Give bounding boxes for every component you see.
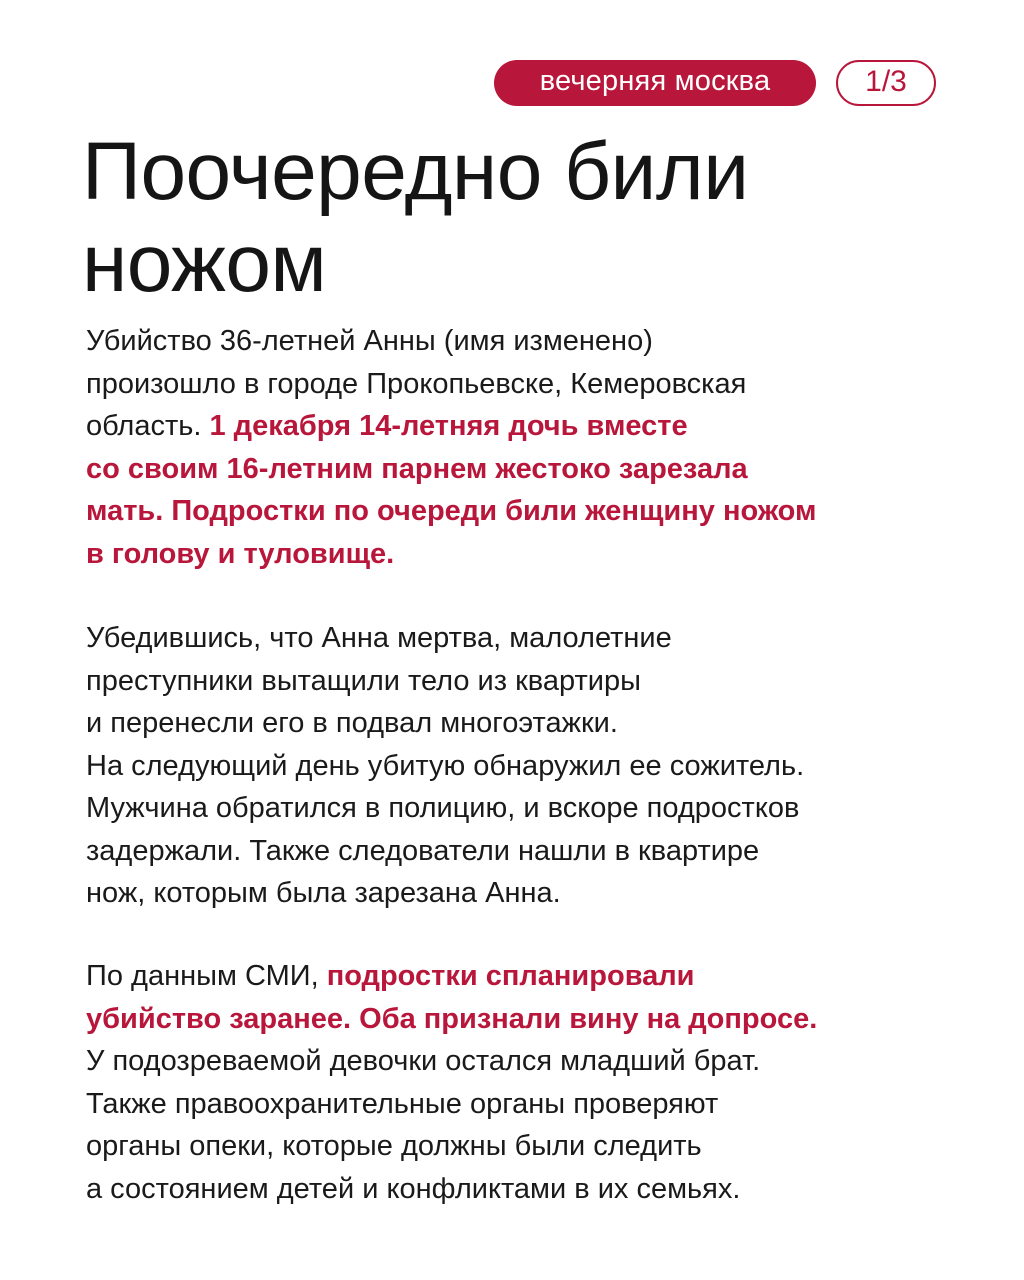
paragraph-1-highlight: 1 декабря 14-летняя дочь вместе	[209, 410, 688, 442]
brand-label: вечерняя москва	[539, 65, 771, 97]
headline	[82, 126, 962, 310]
paragraph-2-line: На следующий день убитую обнаружил ее сожитель.	[86, 749, 805, 782]
paragraph-3-lead: По данным СМИ,	[86, 960, 327, 992]
paragraph-3-highlight: убийство заранее. Оба признали вину на допросе.	[86, 1002, 818, 1035]
headline-line-1: Поочередно били	[82, 126, 749, 217]
paragraph-2-line: преступники вытащили тело из квартиры	[86, 664, 641, 697]
paragraph-2-line: задержали. Также следователи нашли в квартире	[86, 834, 760, 867]
paragraph-2	[86, 617, 966, 915]
paragraph-2-line: Убедившись, что Анна мертва, малолетние	[86, 622, 672, 654]
paragraph-2-line: Мужчина обратился в полицию, и вскоре подростков	[86, 792, 800, 824]
paragraph-3-line: а состоянием детей и конфликтами в их семьях.	[86, 1172, 741, 1205]
paragraph-1-line: область.	[86, 410, 210, 442]
paragraph-3-line: Также правоохранительные органы проверяют	[86, 1087, 719, 1120]
paragraph-1-highlight: в голову и туловище.	[86, 537, 395, 570]
paragraph-3-line: У подозреваемой девочки остался младший брат.	[86, 1045, 761, 1077]
headline-line-2: ножом	[82, 218, 327, 309]
paragraph-2-line: и перенесли его в подвал многоэтажки.	[86, 707, 618, 739]
paragraph-1-line: Убийство 36-летней Анны (имя изменено)	[86, 325, 653, 357]
page-counter-label: 1/3	[865, 65, 907, 98]
paragraph-1-line: произошло в городе Прокопьевске, Кемеровская	[86, 367, 747, 400]
paragraph-2-line: нож, которым была зарезана Анна.	[86, 877, 561, 909]
paragraph-3-highlight: подростки спланировали	[326, 960, 695, 992]
paragraph-1-highlight: мать. Подростки по очереди били женщину ножом	[86, 495, 817, 527]
paragraph-1-highlight: со своим 16-летним парнем жестоко зарезала	[86, 452, 748, 485]
brand-badge	[494, 60, 816, 106]
paragraph-1	[86, 320, 966, 575]
paragraph-3-line: органы опеки, которые должны были следить	[86, 1130, 702, 1162]
paragraph-3	[86, 955, 966, 1210]
page-counter-badge	[836, 60, 936, 106]
